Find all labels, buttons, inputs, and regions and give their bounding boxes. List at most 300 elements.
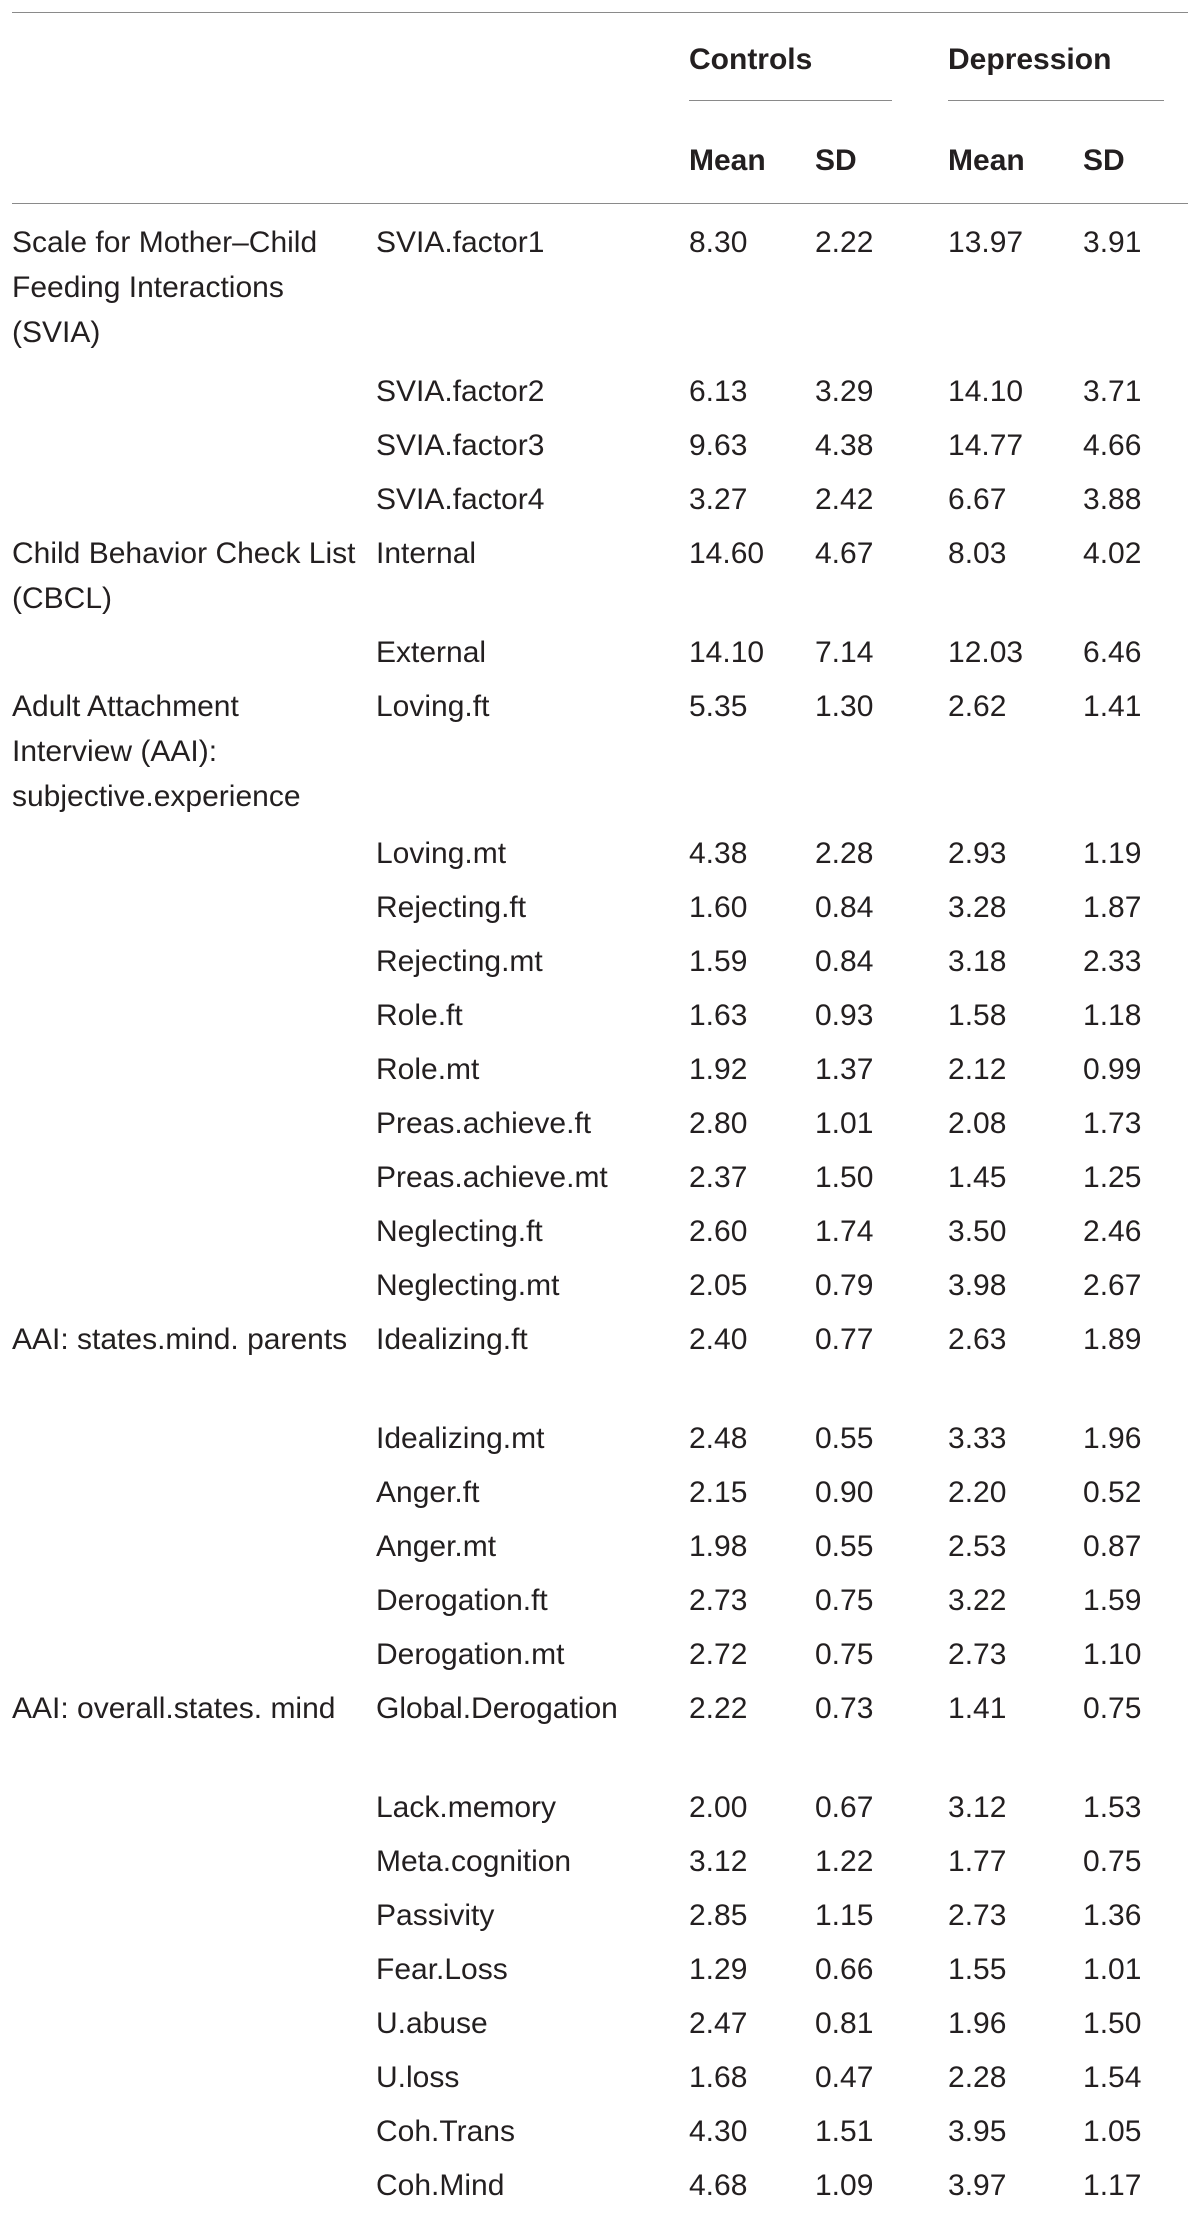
variable-cell — [376, 1947, 689, 2001]
depression-sd-cell — [1083, 831, 1188, 885]
variable-cell-text: Loving.mt — [376, 836, 507, 870]
depression-sd-cell — [1083, 1686, 1188, 1785]
depression-sd-cell-text: 1.41 — [1083, 689, 1142, 723]
depression-sd-cell-text: 3.91 — [1083, 226, 1142, 259]
scale-cell — [12, 831, 376, 885]
depression-mean-cell — [948, 939, 1083, 993]
controls-mean-cell — [689, 369, 815, 423]
scale-cell — [12, 423, 376, 477]
depression-mean-cell — [948, 1263, 1083, 1317]
scale-cell — [12, 1416, 376, 1470]
depression-sd-cell — [1083, 204, 1188, 369]
depression-mean-cell — [948, 1524, 1083, 1578]
depression-mean-cell — [948, 684, 1083, 831]
depression-sd-cell-text: 1.05 — [1083, 2114, 1142, 2148]
table-row — [12, 1578, 1188, 1632]
variable-cell — [376, 1524, 689, 1578]
controls-mean-cell-text: 9.63 — [689, 428, 748, 462]
depression-mean-cell — [948, 993, 1083, 1047]
depression-mean-cell — [948, 1416, 1083, 1470]
controls-mean-cell-text: 2.60 — [689, 1214, 748, 1248]
controls-sd-cell-text: 1.15 — [815, 1898, 874, 1932]
depression-sd-cell-text: 1.17 — [1083, 2168, 1142, 2202]
controls-sd-cell — [815, 939, 948, 993]
variable-cell — [376, 939, 689, 993]
depression-sd-cell — [1083, 1947, 1188, 2001]
depression-mean-cell — [948, 1893, 1083, 1947]
variable-cell — [376, 1047, 689, 1101]
controls-sd-cell — [815, 531, 948, 630]
variable-cell — [376, 1317, 689, 1416]
header-group-row — [12, 13, 1188, 118]
depression-mean-cell — [948, 1101, 1083, 1155]
depression-mean-cell-text: 1.45 — [948, 1160, 1007, 1194]
table-row — [12, 1524, 1188, 1578]
controls-sd-cell-text: 1.30 — [815, 689, 874, 723]
variable-cell-text: Neglecting.mt — [376, 1268, 560, 1302]
scale-cell-text: AAI: overall.states. mind — [12, 1691, 336, 1725]
controls-mean-cell — [689, 831, 815, 885]
depression-sd-cell-text: 0.75 — [1083, 1691, 1142, 1725]
controls-mean-cell-text: 3.27 — [689, 482, 748, 516]
controls-mean-cell-text: 14.10 — [689, 635, 765, 669]
scale-cell — [12, 369, 376, 423]
depression-mean-cell — [948, 1632, 1083, 1686]
depression-sd-cell — [1083, 423, 1188, 477]
depression-sd-cell-text: 0.52 — [1083, 1475, 1142, 1509]
header-depression-sd: SD — [1083, 117, 1188, 204]
header-group-depression — [948, 13, 1188, 118]
controls-sd-cell-text: 0.93 — [815, 998, 874, 1032]
controls-sd-cell-text: 0.77 — [815, 1322, 874, 1356]
controls-sd-cell-text: 0.75 — [815, 1637, 874, 1671]
depression-mean-cell — [948, 1785, 1083, 1839]
controls-sd-cell — [815, 1155, 948, 1209]
controls-mean-cell-text: 8.30 — [689, 226, 748, 259]
depression-mean-cell — [948, 1578, 1083, 1632]
controls-mean-cell — [689, 1947, 815, 2001]
depression-sd-cell-text: 1.96 — [1083, 1421, 1142, 1455]
depression-mean-cell-text: 1.58 — [948, 998, 1007, 1032]
depression-mean-cell — [948, 1047, 1083, 1101]
depression-sd-cell-text: 0.99 — [1083, 1052, 1142, 1086]
controls-mean-cell-text: 4.68 — [689, 2168, 748, 2202]
variable-cell — [376, 1101, 689, 1155]
scale-cell — [12, 1578, 376, 1632]
depression-group-label: Depression — [948, 37, 1164, 101]
controls-group-label: Controls — [689, 37, 892, 101]
table-row — [12, 477, 1188, 531]
table-row — [12, 1101, 1188, 1155]
controls-mean-cell — [689, 1047, 815, 1101]
controls-mean-cell-text: 6.13 — [689, 374, 748, 408]
variable-cell — [376, 2163, 689, 2217]
controls-mean-cell — [689, 531, 815, 630]
controls-mean-cell-text: 2.85 — [689, 1898, 748, 1932]
depression-mean-cell-text: 2.62 — [948, 689, 1007, 723]
controls-sd-cell — [815, 204, 948, 369]
depression-sd-cell — [1083, 1416, 1188, 1470]
controls-sd-cell-text: 1.50 — [815, 1160, 874, 1194]
depression-sd-cell — [1083, 1578, 1188, 1632]
controls-mean-cell — [689, 885, 815, 939]
controls-sd-cell — [815, 1317, 948, 1416]
scale-cell — [12, 2055, 376, 2109]
depression-sd-cell — [1083, 2109, 1188, 2163]
variable-cell-text: External — [376, 635, 487, 669]
depression-sd-cell — [1083, 885, 1188, 939]
depression-sd-cell — [1083, 1209, 1188, 1263]
table-row — [12, 1317, 1188, 1416]
scale-cell — [12, 1317, 376, 1416]
controls-mean-cell-text: 2.48 — [689, 1421, 748, 1455]
depression-sd-cell — [1083, 477, 1188, 531]
controls-mean-cell-text: 2.73 — [689, 1583, 748, 1617]
scale-cell — [12, 1893, 376, 1947]
variable-cell-text: SVIA.factor1 — [376, 226, 545, 259]
controls-sd-cell — [815, 1839, 948, 1893]
depression-mean-cell-text: 13.97 — [948, 226, 1024, 259]
scale-cell — [12, 477, 376, 531]
controls-mean-cell-text: 1.59 — [689, 944, 748, 978]
depression-mean-cell-text: 3.95 — [948, 2114, 1007, 2148]
controls-sd-cell — [815, 831, 948, 885]
depression-sd-cell-text: 1.36 — [1083, 1898, 1142, 1932]
controls-sd-cell-text: 0.67 — [815, 1790, 874, 1824]
controls-sd-cell — [815, 885, 948, 939]
variable-cell-text: Idealizing.mt — [376, 1421, 545, 1455]
depression-mean-cell-text: 1.55 — [948, 1952, 1007, 1986]
table-row — [12, 2055, 1188, 2109]
depression-sd-cell-text: 2.46 — [1083, 1214, 1142, 1248]
variable-cell — [376, 684, 689, 831]
scale-cell — [12, 939, 376, 993]
depression-sd-cell — [1083, 2001, 1188, 2055]
controls-mean-cell-text: 3.12 — [689, 1844, 748, 1878]
variable-cell-text: Derogation.mt — [376, 1637, 565, 1671]
variable-cell — [376, 1578, 689, 1632]
depression-mean-cell-text: 6.67 — [948, 482, 1007, 516]
depression-sd-cell — [1083, 369, 1188, 423]
depression-sd-cell — [1083, 531, 1188, 630]
table-row — [12, 885, 1188, 939]
controls-mean-cell — [689, 2109, 815, 2163]
depression-mean-cell-text: 2.08 — [948, 1106, 1007, 1140]
controls-mean-cell — [689, 1155, 815, 1209]
header-group-controls — [689, 13, 948, 118]
depression-mean-cell — [948, 477, 1083, 531]
controls-mean-cell — [689, 993, 815, 1047]
header-empty-scale — [12, 13, 376, 118]
controls-mean-cell-text: 1.63 — [689, 998, 748, 1032]
controls-mean-cell-text: 2.37 — [689, 1160, 748, 1194]
depression-sd-cell-text: 4.66 — [1083, 428, 1142, 462]
variable-cell-text: Neglecting.ft — [376, 1214, 543, 1248]
scale-cell — [12, 1686, 376, 1785]
depression-sd-cell-text: 1.01 — [1083, 1952, 1142, 1986]
controls-mean-cell — [689, 1263, 815, 1317]
scale-cell-text: Child Behavior Check List (CBCL) — [12, 536, 356, 615]
variable-cell-text: SVIA.factor2 — [376, 374, 545, 408]
depression-sd-cell — [1083, 1785, 1188, 1839]
variable-cell — [376, 630, 689, 684]
depression-mean-cell — [948, 630, 1083, 684]
depression-sd-cell-text: 0.87 — [1083, 1529, 1142, 1563]
controls-sd-cell — [815, 1470, 948, 1524]
variable-cell — [376, 1632, 689, 1686]
variable-cell — [376, 1686, 689, 1785]
controls-sd-cell-text: 4.38 — [815, 428, 874, 462]
variable-cell — [376, 1893, 689, 1947]
controls-sd-cell — [815, 993, 948, 1047]
controls-sd-cell — [815, 423, 948, 477]
controls-mean-cell — [689, 1524, 815, 1578]
controls-mean-cell-text: 14.60 — [689, 536, 765, 570]
scale-cell — [12, 1632, 376, 1686]
controls-mean-cell-text: 2.15 — [689, 1475, 748, 1509]
depression-mean-cell-text: 3.12 — [948, 1790, 1007, 1824]
controls-sd-cell-text: 0.66 — [815, 1952, 874, 1986]
controls-sd-cell — [815, 1047, 948, 1101]
variable-cell-text: Rejecting.mt — [376, 944, 543, 978]
controls-mean-cell-text: 4.30 — [689, 2114, 748, 2148]
depression-mean-cell-text: 14.77 — [948, 428, 1024, 462]
controls-sd-cell — [815, 630, 948, 684]
controls-mean-cell — [689, 2001, 815, 2055]
controls-mean-cell-text: 2.00 — [689, 1790, 748, 1824]
controls-sd-cell — [815, 1578, 948, 1632]
table-row — [12, 1632, 1188, 1686]
controls-mean-cell-text: 2.40 — [689, 1322, 748, 1356]
scale-cell — [12, 1209, 376, 1263]
variable-cell-text: Preas.achieve.ft — [376, 1106, 592, 1140]
table-row — [12, 2163, 1188, 2217]
controls-sd-cell-text: 0.55 — [815, 1421, 874, 1455]
depression-mean-cell-text: 2.53 — [948, 1529, 1007, 1563]
controls-sd-cell — [815, 1263, 948, 1317]
variable-cell — [376, 885, 689, 939]
depression-mean-cell-text: 2.63 — [948, 1322, 1007, 1356]
header-controls-sd: SD — [815, 117, 948, 204]
table-row — [12, 1839, 1188, 1893]
variable-cell — [376, 1263, 689, 1317]
depression-mean-cell — [948, 1686, 1083, 1785]
controls-mean-cell-text: 1.29 — [689, 1952, 748, 1986]
depression-sd-cell-text: 1.54 — [1083, 2060, 1142, 2094]
controls-sd-cell-text: 0.84 — [815, 944, 874, 978]
depression-mean-cell-text: 8.03 — [948, 536, 1007, 570]
controls-mean-cell — [689, 1839, 815, 1893]
controls-mean-cell-text: 1.92 — [689, 1052, 748, 1086]
depression-sd-cell — [1083, 939, 1188, 993]
variable-cell-text: Lack.memory — [376, 1790, 557, 1824]
depression-mean-cell — [948, 2055, 1083, 2109]
variable-cell-text: Global.Derogation — [376, 1691, 618, 1725]
controls-mean-cell-text: 2.72 — [689, 1637, 748, 1671]
table-row — [12, 939, 1188, 993]
controls-sd-cell-text: 1.22 — [815, 1844, 874, 1878]
table-row — [12, 831, 1188, 885]
depression-mean-cell — [948, 1947, 1083, 2001]
scale-cell — [12, 1155, 376, 1209]
controls-sd-cell — [815, 369, 948, 423]
controls-mean-cell-text: 1.68 — [689, 2060, 748, 2094]
variable-cell — [376, 1209, 689, 1263]
depression-sd-cell-text: 1.87 — [1083, 890, 1142, 924]
scale-cell — [12, 1524, 376, 1578]
controls-sd-cell — [815, 1416, 948, 1470]
depression-sd-cell-text: 3.88 — [1083, 482, 1142, 516]
depression-sd-cell-text: 1.25 — [1083, 1160, 1142, 1194]
depression-sd-cell — [1083, 1893, 1188, 1947]
controls-mean-cell — [689, 2055, 815, 2109]
depression-mean-cell — [948, 1155, 1083, 1209]
controls-sd-cell-text: 2.22 — [815, 226, 874, 259]
depression-sd-cell — [1083, 1263, 1188, 1317]
scale-cell — [12, 630, 376, 684]
controls-mean-cell — [689, 1893, 815, 1947]
controls-mean-cell-text: 4.38 — [689, 836, 748, 870]
depression-mean-cell-text: 3.22 — [948, 1583, 1007, 1617]
controls-sd-cell-text: 0.81 — [815, 2006, 874, 2040]
depression-sd-cell-text: 1.73 — [1083, 1106, 1142, 1140]
controls-mean-cell — [689, 684, 815, 831]
variable-cell-text: Role.ft — [376, 998, 463, 1032]
variable-cell — [376, 1785, 689, 1839]
depression-mean-cell — [948, 1209, 1083, 1263]
depression-sd-cell — [1083, 1524, 1188, 1578]
variable-cell-text: Derogation.ft — [376, 1583, 548, 1617]
variable-cell — [376, 2109, 689, 2163]
depression-sd-cell-text: 1.53 — [1083, 1790, 1142, 1824]
controls-mean-cell — [689, 1470, 815, 1524]
scale-cell — [12, 1047, 376, 1101]
controls-sd-cell — [815, 2055, 948, 2109]
depression-sd-cell-text: 3.71 — [1083, 374, 1142, 408]
depression-sd-cell — [1083, 1632, 1188, 1686]
controls-mean-cell — [689, 1785, 815, 1839]
depression-sd-cell — [1083, 1047, 1188, 1101]
controls-sd-cell-text: 1.09 — [815, 2168, 874, 2202]
depression-mean-cell-text: 2.93 — [948, 836, 1007, 870]
depression-sd-cell-text: 2.67 — [1083, 1268, 1142, 1302]
depression-sd-cell — [1083, 684, 1188, 831]
variable-cell-text: Anger.ft — [376, 1475, 480, 1509]
table-row — [12, 423, 1188, 477]
variable-cell — [376, 204, 689, 369]
variable-cell — [376, 1839, 689, 1893]
controls-mean-cell — [689, 630, 815, 684]
depression-mean-cell-text: 2.12 — [948, 1052, 1007, 1086]
depression-mean-cell — [948, 2163, 1083, 2217]
scale-cell — [12, 531, 376, 630]
scale-cell — [12, 204, 376, 369]
controls-sd-cell-text: 2.28 — [815, 836, 874, 870]
depression-mean-cell — [948, 2109, 1083, 2163]
depression-mean-cell — [948, 204, 1083, 369]
table-row — [12, 993, 1188, 1047]
variable-cell — [376, 423, 689, 477]
variable-cell — [376, 831, 689, 885]
controls-mean-cell-text: 5.35 — [689, 689, 748, 723]
variable-cell-text: Role.mt — [376, 1052, 480, 1086]
table-row — [12, 1416, 1188, 1470]
table-row — [12, 2109, 1188, 2163]
depression-mean-cell — [948, 369, 1083, 423]
table-row — [12, 369, 1188, 423]
depression-mean-cell-text: 2.73 — [948, 1898, 1007, 1932]
variable-cell-text: Coh.Mind — [376, 2168, 505, 2202]
table-row — [12, 1209, 1188, 1263]
depression-mean-cell — [948, 1317, 1083, 1416]
controls-mean-cell — [689, 1209, 815, 1263]
depression-mean-cell-text: 1.96 — [948, 2006, 1007, 2040]
header-controls-mean: Mean — [689, 117, 815, 204]
depression-sd-cell — [1083, 1101, 1188, 1155]
depression-mean-cell-text: 2.20 — [948, 1475, 1007, 1509]
variable-cell-text: Anger.mt — [376, 1529, 497, 1563]
depression-sd-cell-text: 0.75 — [1083, 1844, 1142, 1878]
depression-mean-cell — [948, 423, 1083, 477]
controls-mean-cell-text: 2.80 — [689, 1106, 748, 1140]
scale-cell — [12, 1947, 376, 2001]
controls-sd-cell-text: 0.55 — [815, 1529, 874, 1563]
table-row — [12, 1470, 1188, 1524]
controls-sd-cell-text: 1.37 — [815, 1052, 874, 1086]
variable-cell — [376, 2001, 689, 2055]
scale-cell — [12, 2163, 376, 2217]
header-depression-mean: Mean — [948, 117, 1083, 204]
table-row — [12, 1947, 1188, 2001]
variable-cell-text: Coh.Trans — [376, 2114, 515, 2148]
depression-sd-cell — [1083, 630, 1188, 684]
controls-sd-cell — [815, 1101, 948, 1155]
table-header — [12, 13, 1188, 204]
controls-sd-cell — [815, 2109, 948, 2163]
table-row — [12, 1893, 1188, 1947]
depression-sd-cell-text: 1.50 — [1083, 2006, 1142, 2040]
header-empty-variable-sub — [376, 117, 689, 204]
scale-cell — [12, 1263, 376, 1317]
controls-sd-cell-text: 0.75 — [815, 1583, 874, 1617]
depression-mean-cell — [948, 1470, 1083, 1524]
controls-sd-cell — [815, 1686, 948, 1785]
controls-sd-cell — [815, 684, 948, 831]
controls-sd-cell — [815, 2001, 948, 2055]
depression-sd-cell — [1083, 1470, 1188, 1524]
table-row — [12, 1263, 1188, 1317]
table-row — [12, 531, 1188, 630]
controls-sd-cell-text: 7.14 — [815, 635, 874, 669]
depression-sd-cell — [1083, 1155, 1188, 1209]
controls-sd-cell-text: 0.84 — [815, 890, 874, 924]
controls-sd-cell-text: 4.67 — [815, 536, 874, 570]
depression-sd-cell-text: 4.02 — [1083, 536, 1142, 570]
controls-sd-cell-text: 1.51 — [815, 2114, 874, 2148]
scale-cell-text: Scale for Mother–Child Feeding Interactions (SVIA) — [12, 226, 318, 349]
scale-cell — [12, 2109, 376, 2163]
table-body — [12, 204, 1188, 2217]
controls-mean-cell — [689, 204, 815, 369]
depression-mean-cell — [948, 2001, 1083, 2055]
depression-mean-cell-text: 3.18 — [948, 944, 1007, 978]
controls-mean-cell — [689, 939, 815, 993]
variable-cell-text: SVIA.factor4 — [376, 482, 545, 516]
controls-mean-cell-text: 2.22 — [689, 1691, 748, 1725]
scale-cell — [12, 885, 376, 939]
depression-mean-cell-text: 12.03 — [948, 635, 1024, 669]
variable-cell — [376, 1155, 689, 1209]
